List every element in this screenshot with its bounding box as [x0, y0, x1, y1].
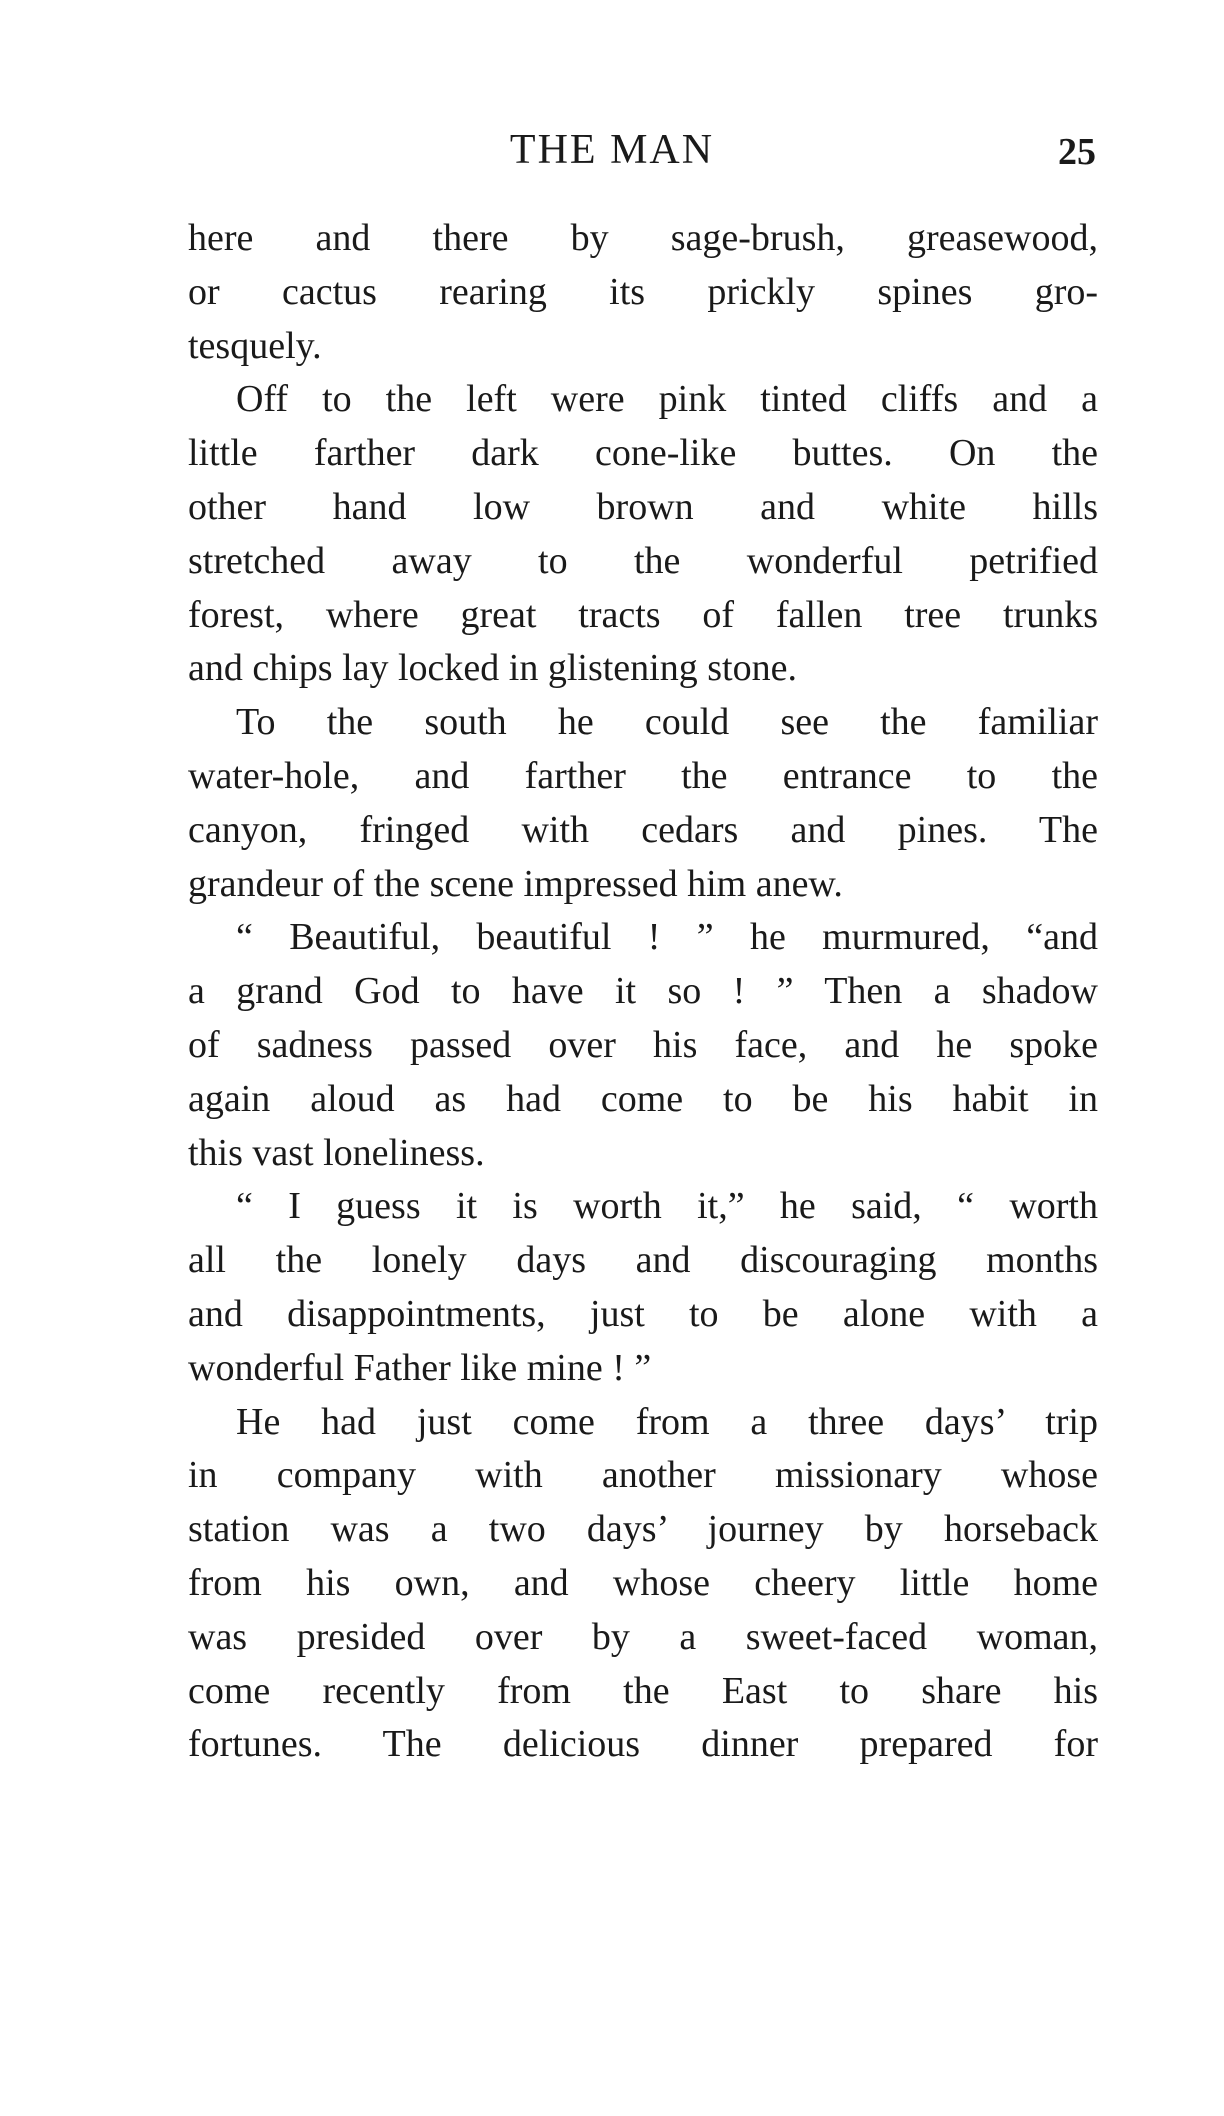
text-line: and chips lay locked in glistening stone.	[188, 647, 797, 690]
running-head	[0, 120, 1224, 180]
text-line: or cactus rearing its prickly spines gro-	[188, 270, 1098, 313]
text-line: grandeur of the scene impressed him anew.	[188, 862, 843, 905]
text-line: come recently from the East to share his	[188, 1669, 1098, 1712]
text-line: station was a two days’ journey by horseback	[188, 1508, 1098, 1551]
text-line: wonderful Father like mine ! ”	[188, 1346, 652, 1389]
text-line: a grand God to have it so ! ” Then a shadow	[188, 970, 1098, 1013]
text-line: here and there by sage-brush, greasewood,	[188, 217, 1098, 259]
page-number: 25	[1058, 131, 1096, 173]
paragraph	[188, 373, 1098, 696]
text-line: was presided over by a sweet-faced woman,	[188, 1615, 1098, 1658]
text-line: little farther dark cone-like buttes. On the	[188, 432, 1098, 475]
text-line: forest, where great tracts of fallen tree trunks	[188, 593, 1098, 636]
text-line: other hand low brown and white hills	[188, 485, 1098, 528]
text-line: water-hole, and farther the entrance to the	[188, 754, 1098, 797]
text-line: “ I guess it is worth it,” he said, “ worth	[236, 1185, 1098, 1228]
text-line: this vast loneliness.	[188, 1131, 485, 1174]
text-line: from his own, and whose cheery little home	[188, 1561, 1098, 1604]
text-line: all the lonely days and discouraging months	[188, 1239, 1098, 1282]
paragraph	[188, 911, 1098, 1180]
text-line: He had just come from a three days’ trip	[236, 1400, 1098, 1443]
body-text	[188, 212, 1098, 1772]
text-line: To the south he could see the familiar	[236, 701, 1098, 744]
text-line: in company with another missionary whose	[188, 1454, 1098, 1497]
text-line: canyon, fringed with cedars and pines. The	[188, 808, 1098, 851]
paragraph	[188, 1180, 1098, 1395]
text-line: again aloud as had come to be his habit in	[188, 1077, 1098, 1120]
paragraph	[188, 696, 1098, 911]
text-line: of sadness passed over his face, and he spoke	[188, 1023, 1098, 1066]
text-line: Off to the left were pink tinted cliffs and a	[236, 378, 1098, 421]
text-line: tesquely.	[188, 324, 322, 367]
text-line: fortunes. The delicious dinner prepared for	[188, 1723, 1098, 1766]
paragraph	[188, 212, 1098, 373]
running-head-title: THE MAN	[509, 127, 715, 173]
text-line: “ Beautiful, beautiful ! ” he murmured, “and	[236, 916, 1098, 959]
text-line: stretched away to the wonderful petrified	[188, 539, 1098, 582]
text-line: and disappointments, just to be alone with a	[188, 1292, 1098, 1335]
paragraph	[188, 1396, 1098, 1773]
